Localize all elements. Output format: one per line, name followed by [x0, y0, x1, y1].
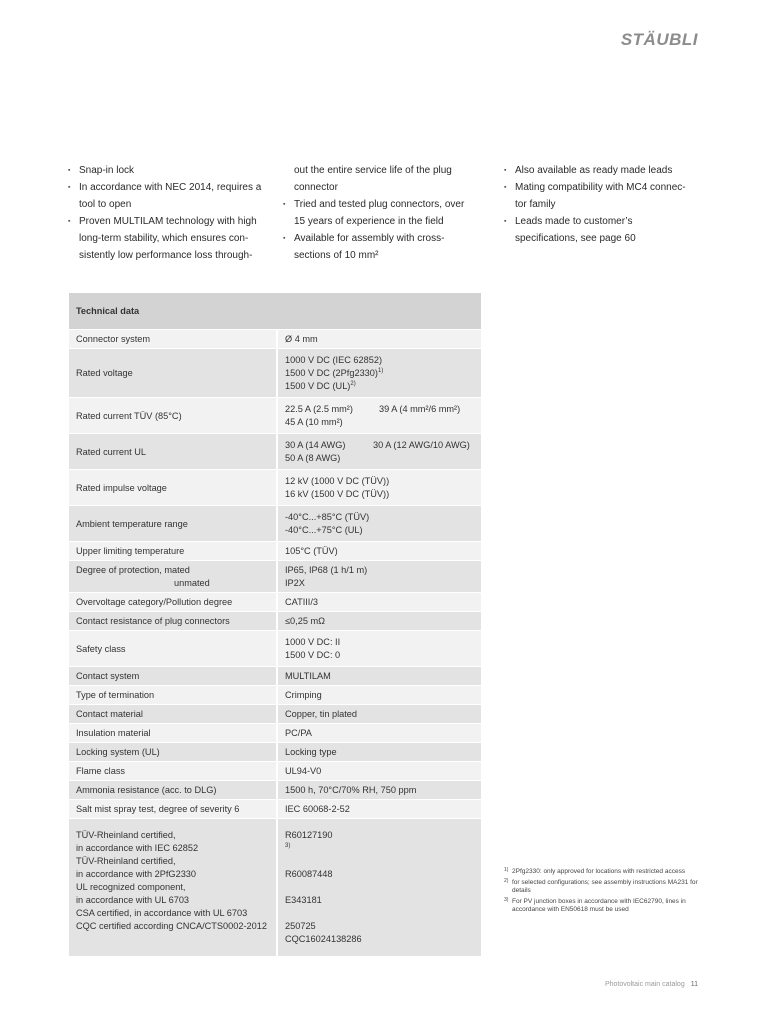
table-row	[69, 743, 481, 762]
technical-data-table	[69, 293, 481, 957]
row-label: Ambient temperature range	[69, 506, 277, 542]
row-value: IP65, IP68 (1 h/1 m) IP2X	[277, 561, 481, 593]
row-label: Rated current UL	[69, 434, 277, 470]
row-value: PC/PA	[277, 724, 481, 743]
footnote: 3) For PV junction boxes in accordance with IEC62790, lines in accordance with EN50618 must be used	[504, 896, 686, 913]
row-value: R60127190 $^{3)}$ R60087448 E343181 250725 CQC16024138286	[277, 819, 481, 957]
row-label: Salt mist spray test, degree of severity 6	[69, 800, 277, 819]
row-label: Safety class	[69, 631, 277, 667]
feature-bullet	[68, 179, 273, 213]
table-row	[69, 762, 481, 781]
feature-text: 15 years of experience in the field	[294, 216, 444, 227]
row-label: TÜV-Rheinland certified, in accordance with IEC 62852 TÜV-Rheinland certified, in accordance with 2PfG2330 UL recognized component, in accordance with UL 6703 CSA certified, in accordance with UL 6703 CQC certified according CNCA/CTS0002-2012	[69, 819, 277, 957]
feature-bullet	[68, 213, 273, 264]
feature-text: tor family	[515, 199, 556, 210]
table-row	[69, 686, 481, 705]
table-row	[69, 724, 481, 743]
feature-text: ▪ Also available as ready made leads	[515, 165, 673, 176]
catalog-name: Photovoltaic main catalog	[604, 981, 685, 988]
row-value: ≤0,25 mΩ	[277, 612, 481, 631]
footnote: 2) for selected configurations; see assembly instructions MA231 for details	[504, 877, 698, 894]
feature-text: sistently low performance loss through-	[79, 250, 253, 261]
table-row	[69, 349, 481, 398]
feature-text: ▪ Leads made to customer’s	[515, 216, 633, 227]
row-label: Overvoltage category/Pollution degree	[69, 593, 277, 612]
table-row	[69, 542, 481, 561]
feature-bullet	[504, 179, 709, 213]
row-value: IEC 60068-2-52	[277, 800, 481, 819]
table-row	[69, 593, 481, 612]
feature-text: tool to open	[79, 199, 132, 210]
row-value: Locking type	[277, 743, 481, 762]
row-label: Insulation material	[69, 724, 277, 743]
table-row	[69, 705, 481, 724]
row-label: Ammonia resistance (acc. to DLG)	[69, 781, 277, 800]
row-value: 1000 V DC: II 1500 V DC: 0	[277, 631, 481, 667]
row-label: Contact resistance of plug connectors	[69, 612, 277, 631]
feature-bullet	[283, 196, 488, 230]
feature-text: specifications, see page 60	[515, 233, 636, 244]
footnote: 1) 2Pfg2330: only approved for locations with restricted access	[504, 867, 686, 875]
table-row	[69, 470, 481, 506]
table-row	[69, 330, 481, 349]
feature-text: ▪ In accordance with NEC 2014, requires a	[79, 182, 262, 193]
table-row	[69, 434, 481, 470]
feature-text: ▪ Tried and tested plug connectors, over	[294, 199, 465, 210]
row-value: MULTILAM	[277, 667, 481, 686]
row-value: UL94-V0	[277, 762, 481, 781]
row-value: 105°C (TÜV)	[277, 542, 481, 561]
feature-text: out the entire service life of the plug	[294, 165, 452, 176]
row-label: Rated current TÜV (85°C)	[69, 398, 277, 434]
row-label: Type of termination	[69, 686, 277, 705]
feature-text: ▪ Snap-in lock	[79, 165, 135, 176]
row-value: -40°C...+85°C (TÜV) -40°C...+75°C (UL)	[277, 506, 481, 542]
footnotes	[504, 868, 704, 917]
row-label: Flame class	[69, 762, 277, 781]
feature-bullet	[504, 162, 709, 179]
features-column-2	[283, 162, 488, 264]
row-value: 30 A (14 AWG) 30 A (12 AWG/10 AWG) 50 A (8 AWG)	[277, 434, 481, 470]
page-number: 11	[690, 981, 698, 988]
row-value: Crimping	[277, 686, 481, 705]
row-label: Locking system (UL)	[69, 743, 277, 762]
staubli-logo: STÄUBLI	[620, 30, 698, 49]
row-label: Contact system	[69, 667, 277, 686]
feature-text: long-term stability, which ensures con-	[79, 233, 249, 244]
row-value: 1000 V DC (IEC 62852) 1500 V DC $(2Pfg2330)^{1)}$ 1500 V DC (UL)$^{2)}$	[277, 349, 481, 398]
table-row	[69, 667, 481, 686]
feature-bullet	[68, 162, 273, 179]
table-row	[69, 506, 481, 542]
features-column-3	[504, 162, 709, 247]
feature-text: ▪ Mating compatibility with MC4 connec-	[515, 182, 686, 193]
row-label: Rated impulse voltage	[69, 470, 277, 506]
table-row	[69, 561, 481, 593]
feature-bullet	[283, 230, 488, 264]
table-row	[69, 398, 481, 434]
table-row	[69, 631, 481, 667]
feature-text: connector	[294, 182, 338, 193]
row-value: Copper, tin plated	[277, 705, 481, 724]
page-footer	[605, 981, 698, 988]
table-row	[69, 612, 481, 631]
row-value: 1500 h, 70°C/70% RH, 750 ppm	[277, 781, 481, 800]
feature-text: sections of 10 mm²	[294, 250, 379, 261]
row-label: Upper limiting temperature	[69, 542, 277, 561]
row-label: Degree of protection, mated unmated	[69, 561, 277, 593]
feature-bullet	[504, 213, 709, 247]
row-label: Contact material	[69, 705, 277, 724]
row-label: Rated voltage	[69, 349, 277, 398]
table-row-certifications	[69, 819, 481, 957]
features-column-1	[68, 162, 273, 264]
row-value: Ø 4 mm	[277, 330, 481, 349]
table-header: Technical data	[69, 293, 481, 330]
feature-text: ▪ Proven MULTILAM technology with high	[79, 216, 257, 227]
table-row	[69, 800, 481, 819]
table-row	[69, 781, 481, 800]
row-value: 12 kV (1000 V DC (TÜV)) 16 kV (1500 V DC (TÜV))	[277, 470, 481, 506]
feature-text: ▪ Available for assembly with cross-	[294, 233, 445, 244]
row-value: CATIII/3	[277, 593, 481, 612]
row-value: 22.5 A (2.5 mm²) 39 A (4 mm²/6 mm²) 45 A (10 mm²)	[277, 398, 481, 434]
row-label: Connector system	[69, 330, 277, 349]
